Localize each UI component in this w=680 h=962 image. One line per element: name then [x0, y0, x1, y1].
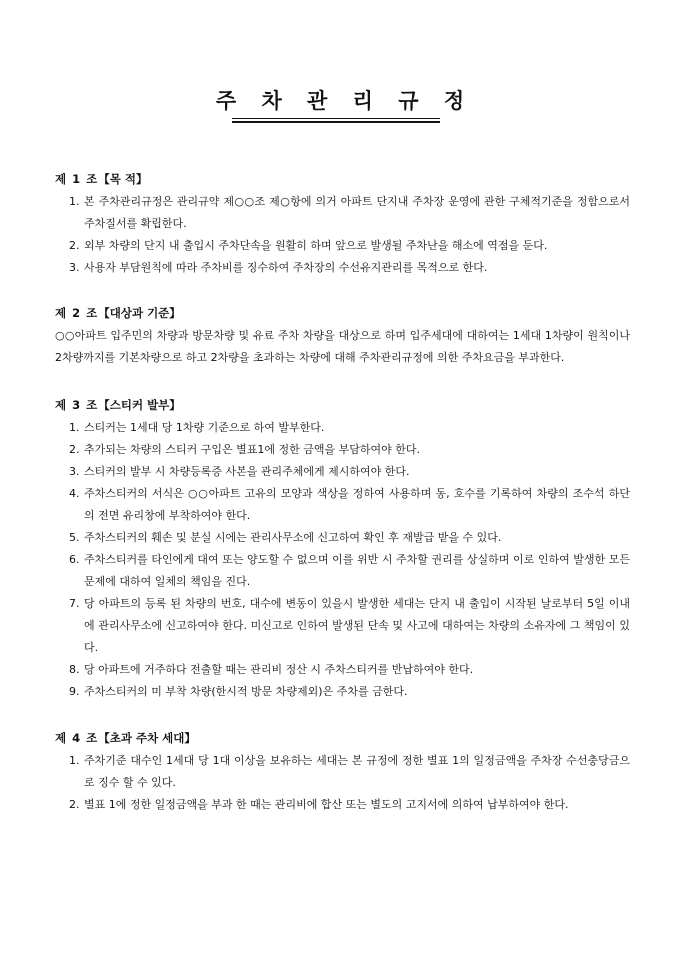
article-title: 【스티커 발부】	[98, 398, 181, 412]
list-item	[55, 750, 630, 794]
list-item	[55, 527, 630, 549]
document-body	[55, 170, 630, 816]
article-heading	[55, 396, 630, 414]
title-underline-thick	[232, 121, 440, 123]
item-text: 주차스티커의 서식은 ○○아파트 고유의 모양과 색상을 정하여 사용하며 동, 호수를 기록하여 차량의 조수석 하단의 전면 유리창에 부착하여야 한다.	[84, 487, 630, 522]
article-number: 제 1 조	[55, 172, 99, 186]
list-item	[55, 659, 630, 681]
item-text: 본 주차관리규정은 관리규약 제○○조 제○항에 의거 아파트 단지내 주차장 운영에 관한 구체적기준을 정함으로서 주차질서를 확립한다.	[84, 195, 630, 230]
item-text: 당 아파트에 거주하다 전출할 때는 관리비 정산 시 주차스티커를 반납하여야 한다.	[84, 663, 474, 676]
article-number: 제 4 조	[55, 731, 99, 745]
article-items	[55, 191, 630, 279]
item-number: 6.	[69, 553, 80, 566]
item-number: 1.	[69, 195, 80, 208]
item-number: 5.	[69, 531, 80, 544]
item-number: 8.	[69, 663, 80, 676]
item-number: 2.	[69, 798, 80, 811]
list-item	[55, 681, 630, 703]
list-item	[55, 461, 630, 483]
article-heading	[55, 170, 630, 188]
spacer	[55, 369, 630, 396]
item-number: 3.	[69, 261, 80, 274]
title-wrap	[0, 88, 680, 114]
article-title: 【목 적】	[98, 172, 148, 186]
item-text: 당 아파트의 등록 된 차량의 번호, 대수에 변동이 있을시 발생한 세대는 단지 내 출입이 시작된 날로부터 5일 이내에 관리사무소에 신고하여야 한다. 미신고로 인하여 발생된 단속 및 사고에 대하여는 차량의 소유자에 그 책임이 있다.	[84, 597, 630, 654]
article-title: 【초과 주차 세대】	[98, 731, 196, 745]
item-number: 7.	[69, 597, 80, 610]
item-text: 주차기준 대수인 1세대 당 1대 이상을 보유하는 세대는 본 규정에 정한 별표 1의 일정금액을 주차장 수선충당금으로 징수 할 수 있다.	[84, 754, 630, 789]
item-text: 사용자 부담원칙에 따라 주차비를 징수하여 주차장의 수선유지관리를 목적으로 한다.	[84, 261, 488, 274]
list-item	[55, 191, 630, 235]
item-number: 4.	[69, 487, 80, 500]
list-item	[55, 549, 630, 593]
article-heading	[55, 729, 630, 747]
spacer	[55, 279, 630, 304]
list-item	[55, 593, 630, 659]
article-2	[55, 304, 630, 369]
article-heading	[55, 304, 630, 322]
item-number: 1.	[69, 421, 80, 434]
list-item	[55, 439, 630, 461]
item-number: 3.	[69, 465, 80, 478]
item-text: 스티커의 발부 시 차량등록증 사본을 관리주체에게 제시하여야 한다.	[84, 465, 410, 478]
title-underline-thin	[232, 118, 440, 119]
item-number: 9.	[69, 685, 80, 698]
article-number: 제 2 조	[55, 306, 99, 320]
item-text: 외부 차량의 단지 내 출입시 주차단속을 원활히 하며 앞으로 발생될 주차난을 해소에 역점을 둔다.	[84, 239, 548, 252]
item-text: 주차스티커의 미 부착 차량(한시적 방문 차량제외)은 주차를 금한다.	[84, 685, 408, 698]
article-number: 제 3 조	[55, 398, 99, 412]
item-text: 주차스티커의 훼손 및 분실 시에는 관리사무소에 신고하여 확인 후 재발급 받을 수 있다.	[84, 531, 502, 544]
item-number: 1.	[69, 754, 80, 767]
list-item	[55, 794, 630, 816]
article-items	[55, 750, 630, 816]
article-paragraph: ○○아파트 입주민의 차량과 방문차량 및 유료 주차 차량을 대상으로 하며 입주세대에 대하여는 1세대 1차량이 원칙이나 2차량까지를 기본차량으로 하고 2차량을 초과하는 차량에 대해 주차관리규정에 의한 주차요금을 부과한다.	[55, 329, 630, 364]
item-text: 추가되는 차량의 스티커 구입은 별표1에 정한 금액을 부담하여야 한다.	[84, 443, 420, 456]
article-4	[55, 729, 630, 816]
article-3	[55, 396, 630, 703]
list-item	[55, 257, 630, 279]
article-items	[55, 417, 630, 703]
article-1	[55, 170, 630, 279]
item-number: 2.	[69, 239, 80, 252]
list-item	[55, 417, 630, 439]
list-item	[55, 483, 630, 527]
list-item	[55, 235, 630, 257]
item-number: 2.	[69, 443, 80, 456]
spacer	[55, 703, 630, 729]
item-text: 스티커는 1세대 당 1차량 기준으로 하여 발부한다.	[84, 421, 325, 434]
document-title: 주 차 관 리 규 정	[215, 88, 474, 113]
item-text: 주차스티커를 타인에게 대여 또는 양도할 수 없으며 이를 위반 시 주차할 권리를 상실하며 이로 인하여 발생한 모든 문제에 대하여 일체의 책임을 진다.	[84, 553, 630, 588]
article-title: 【대상과 기준】	[98, 306, 181, 320]
item-text: 별표 1에 정한 일정금액을 부과 한 때는 관리비에 합산 또는 별도의 고지서에 의하여 납부하여야 한다.	[84, 798, 569, 811]
